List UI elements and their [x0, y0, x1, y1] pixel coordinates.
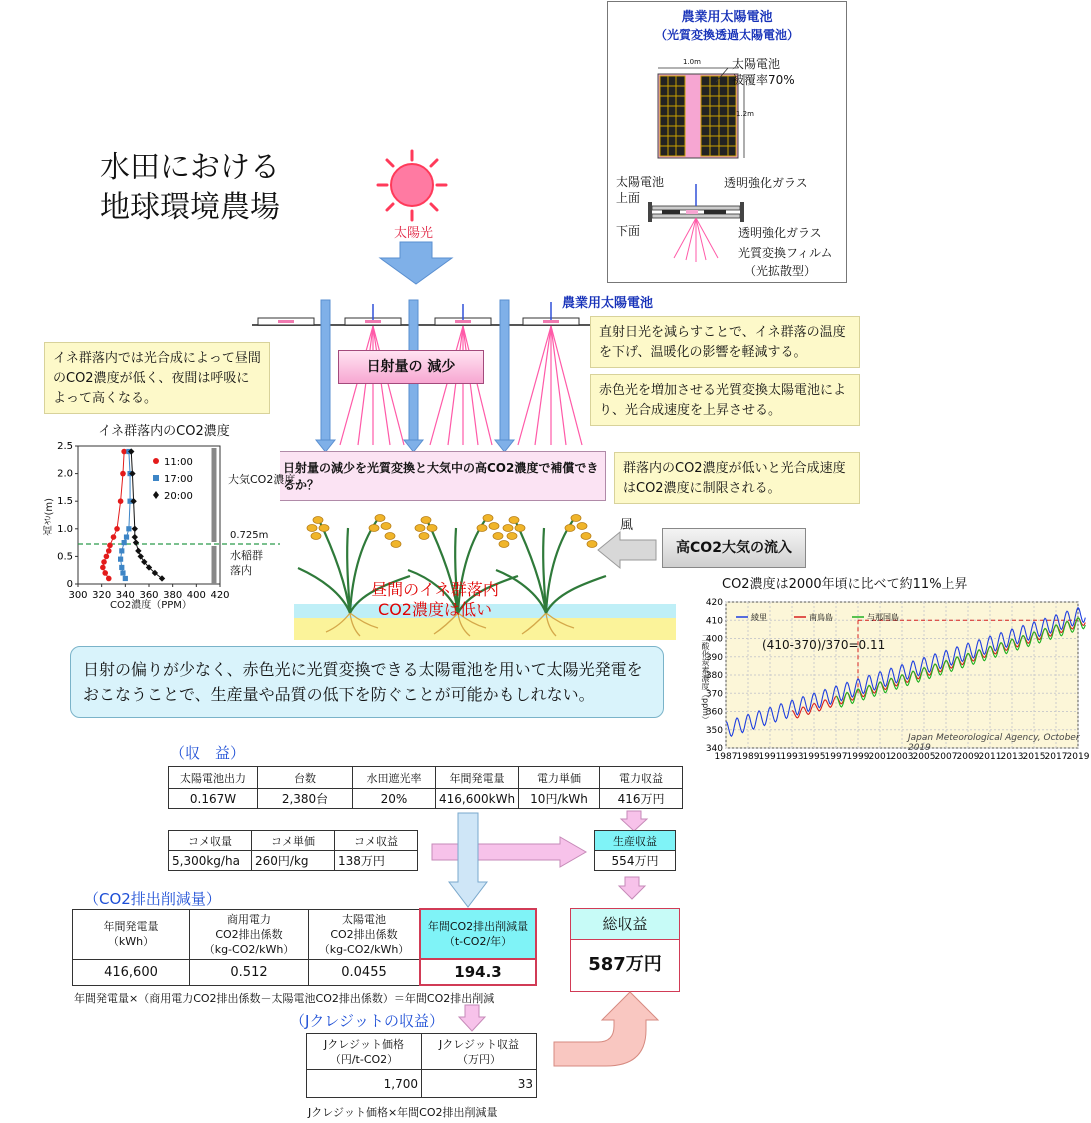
revenue-header: 水田遮光率 [353, 767, 436, 789]
legend-label: 11:00 [164, 457, 193, 468]
co2-section-label: （CO2排出削減量） [84, 890, 221, 908]
x-tick-label: 380 [163, 590, 183, 601]
data-point [102, 570, 108, 576]
jcredit-section-label: （Jクレジットの収益） [290, 1012, 445, 1030]
x-tick-label: 1993 [780, 752, 804, 762]
title-line-1: 水田における [100, 150, 280, 185]
jcredit-to-total-arrow [552, 990, 676, 1070]
co2-trend-credit: Japan Meteorological Agency, October 2019 [908, 733, 1080, 753]
revenue-header: 年間発電量 [436, 767, 519, 789]
y-tick-label: 350 [705, 725, 723, 736]
rice-cell: 138万円 [335, 851, 418, 871]
co2-header: 年間発電量 （kWh） [73, 909, 190, 959]
data-point [122, 540, 127, 545]
data-point [106, 576, 112, 582]
legend-label: 与那国島 [867, 613, 899, 622]
co2-trend-annotation: (410-370)/370=0.11 [762, 638, 886, 652]
panel-height-label: 1.2m [736, 110, 754, 118]
rice-header: コメ収量 [169, 831, 252, 851]
y-tick-label: 1.5 [57, 496, 73, 508]
production-revenue-table [594, 830, 676, 871]
revenue-section-label: （収 益） [170, 744, 246, 762]
data-point [119, 548, 124, 553]
co2-trend-ylabel: 二酸化炭素濃度（ppm） [701, 634, 710, 724]
x-tick-label: 360 [139, 590, 159, 601]
co2-cell: 0.0455 [309, 959, 421, 985]
jcredit-table [306, 1033, 537, 1098]
y-tick-label: 1.0 [57, 523, 73, 535]
note-left: イネ群落内では光合成によって昼間のCO2濃度が低く、夜間は呼吸によって高くなる。 [44, 342, 270, 414]
co2-reduction-table [72, 908, 537, 986]
data-point [119, 565, 124, 570]
production-label: 生産収益 [595, 831, 676, 851]
reference-line-label: 0.725m [230, 530, 269, 541]
jcredit-formula: Jクレジット価格×年間CO2排出削減量 [308, 1106, 498, 1119]
legend-marker [153, 475, 159, 481]
legend-label: 南鳥島 [809, 613, 833, 622]
x-tick-label: 1987 [714, 752, 738, 762]
x-tick-label: 2013 [1000, 752, 1024, 762]
revenue-table [168, 766, 683, 809]
jcredit-header: Jクレジット収益 （万円） [422, 1034, 537, 1070]
co2-header-reduction: 年間CO2排出削減量 （t-CO2/年） [420, 909, 536, 959]
conclusion-note: 日射の偏りが少なく、赤色光に光質変換できる太陽電池を用いて太陽光発電をおこなうことで、生産量や品質の低下を防ぐことが可能かもしれない。 [70, 646, 664, 718]
title-line-2: 地球環境農場 [100, 190, 280, 225]
jcredit-cell: 1,700 [307, 1070, 422, 1098]
data-point [124, 534, 129, 539]
revenue-cell: 416,600kWh [436, 789, 519, 809]
production-to-total-arrow [618, 876, 646, 900]
wind-label: 風 [620, 518, 634, 533]
high-co2-box: 高CO2大気の流入 [662, 528, 806, 568]
x-tick-label: 2017 [1044, 752, 1068, 762]
data-point [101, 559, 107, 565]
revenue-cell: 0.167W [169, 789, 258, 809]
rice-header: コメ収益 [335, 831, 418, 851]
coverage-label: 太陽電池 被覆率70% [732, 57, 795, 87]
zone-label-atmosphere: 大気CO2濃度 [228, 473, 296, 486]
production-value: 554万円 [595, 851, 676, 871]
co2-to-jcredit-arrow [458, 1004, 486, 1032]
revenue-header: 太陽電池出力 [169, 767, 258, 789]
glass-bottom-label: 透明強化ガラス [738, 226, 822, 240]
glass-top-label: 透明強化ガラス [724, 176, 808, 190]
y-tick-label: 340 [705, 744, 723, 754]
legend-label: 17:00 [164, 474, 193, 485]
sun-icon [372, 148, 452, 223]
co2-header: 商用電力 CO2排出係数 （kg-CO2/kWh） [190, 909, 309, 959]
sunlight-arrow [378, 240, 454, 286]
co2-trend-chart [700, 594, 1090, 762]
y-tick-label: 380 [705, 671, 723, 681]
x-tick-label: 1989 [736, 752, 760, 762]
x-tick-label: 2001 [868, 752, 892, 762]
film-label: 光質変換フィルム [738, 246, 833, 260]
data-point [120, 570, 125, 575]
y-tick-label: 390 [705, 652, 723, 663]
power-to-co2-arrow [448, 812, 488, 908]
data-point [118, 557, 123, 562]
legend-label: 20:00 [164, 491, 193, 502]
page-title [100, 148, 280, 228]
x-tick-label: 320 [92, 590, 112, 601]
rice-header: コメ単価 [252, 831, 335, 851]
y-tick-label: 0.5 [57, 551, 73, 563]
rice-cell: 260円/kg [252, 851, 335, 871]
rice-canopy-label: 昼間のイネ群落内 CO2濃度は低い [371, 580, 499, 619]
y-tick-label: 2.0 [57, 468, 73, 480]
sun-label: 太陽光 [394, 226, 434, 241]
revenue-header: 電力収益 [600, 767, 683, 789]
co2-cell: 416,600 [73, 959, 190, 985]
co2-formula: 年間発電量×（商用電力CO2排出係数－太陽電池CO2排出係数）＝年間CO2排出削減 [74, 992, 495, 1005]
x-tick-label: 1995 [802, 752, 826, 762]
data-point [121, 449, 127, 455]
power-to-production-arrow [620, 810, 648, 832]
inset-subtitle: （光質変換透過太陽電池） [654, 28, 799, 42]
revenue-cell: 20% [353, 789, 436, 809]
x-tick-label: 2005 [912, 752, 936, 762]
co2-cell-reduction: 194.3 [420, 959, 536, 985]
revenue-header: 台数 [258, 767, 353, 789]
data-point [104, 554, 110, 560]
question-box: 日射量の減少を光質変換と大気中の高CO2濃度で補償できるか？ [276, 451, 606, 501]
x-tick-label: 1999 [846, 752, 870, 762]
x-tick-label: 420 [210, 590, 230, 601]
x-tick-label: 2019 [1066, 752, 1090, 762]
plot-frame [78, 446, 220, 584]
y-tick-label: 400 [705, 634, 723, 645]
total-revenue-value: 587万円 [588, 954, 662, 975]
x-tick-label: 400 [186, 590, 206, 601]
rice-cell: 5,300kg/ha [169, 851, 252, 871]
data-point [114, 526, 120, 532]
data-point [123, 576, 128, 581]
solar-panel-inset: 農業用太陽電池 （光質変換透過太陽電池） 1.0m 1.2m 太陽電池 被覆率70% 太陽電池 上面 下面 透明強化ガラス 透明強化ガラス 光質変換フィルム （光拡散型） [607, 1, 847, 283]
y-tick-label: 420 [705, 598, 723, 608]
total-revenue-box [570, 908, 680, 992]
film-type-label: （光拡散型） [744, 264, 817, 278]
revenue-cell: 416万円 [600, 789, 683, 809]
inset-title: 農業用太陽電池 [681, 10, 773, 25]
jcredit-header: Jクレジット価格 （円/t-CO2） [307, 1034, 422, 1070]
legend-label: 綾里 [751, 613, 767, 622]
zone-label-canopy: 水稲群落内 [230, 549, 263, 577]
x-tick-label: 2007 [934, 752, 958, 762]
total-revenue-label: 総収益 [571, 909, 679, 940]
top-face-label: 太陽電池 上面 [616, 175, 665, 205]
panel-row-label: 農業用太陽電池 [562, 296, 654, 311]
canopy-chart-title: イネ群落内のCO2濃度 [98, 424, 230, 439]
x-tick-label: 340 [115, 590, 135, 601]
revenue-header: 電力単価 [519, 767, 600, 789]
y-tick-label: 370 [705, 689, 723, 700]
x-tick-label: 2011 [978, 752, 1002, 762]
bottom-face-label: 下面 [616, 224, 641, 238]
canopy-chart-xlabel: CO2濃度（PPM） [110, 600, 192, 611]
x-tick-label: 1997 [824, 752, 848, 762]
data-point [118, 498, 124, 504]
co2-header: 太陽電池 CO2排出係数 （kg-CO2/kWh） [309, 909, 421, 959]
solar-reduction-box: 日射量の 減少 [338, 350, 484, 384]
revenue-cell: 10円/kWh [519, 789, 600, 809]
data-point [120, 471, 126, 477]
y-tick-label: 2.5 [57, 441, 73, 452]
legend-marker [153, 458, 159, 464]
note-temperature: 直射日光を減らすことで、イネ群落の温度を下げ、温暖化の影響を軽減する。 [590, 316, 860, 368]
rice-revenue-table [168, 830, 418, 871]
y-tick-label: 0 [66, 579, 73, 590]
note-co2-limit: 群落内のCO2濃度が低いと光合成速度はCO2濃度に制限される。 [614, 452, 860, 504]
revenue-cell: 2,380台 [258, 789, 353, 809]
co2-cell: 0.512 [190, 959, 309, 985]
x-tick-label: 2003 [890, 752, 914, 762]
data-point [107, 543, 113, 549]
x-tick-label: 1991 [758, 752, 782, 762]
wind-arrow [596, 530, 658, 570]
data-point [126, 526, 131, 531]
y-tick-label: 360 [705, 707, 723, 718]
data-point [100, 565, 106, 571]
x-tick-label: 300 [68, 590, 88, 601]
note-red-light: 赤色光を増加させる光質変換太陽電池により、光合成速度を上昇させる。 [590, 374, 860, 426]
y-tick-label: 410 [705, 616, 723, 627]
x-tick-label: 2015 [1022, 752, 1046, 762]
data-point [106, 548, 112, 554]
x-tick-label: 2009 [956, 752, 980, 762]
data-point [111, 534, 117, 540]
canopy-chart-ylabel: 高さ(m) [44, 498, 55, 536]
co2-trend-title: CO2濃度は2000年頃に比べて約11%上昇 [722, 577, 968, 592]
jcredit-cell: 33 [422, 1070, 537, 1098]
